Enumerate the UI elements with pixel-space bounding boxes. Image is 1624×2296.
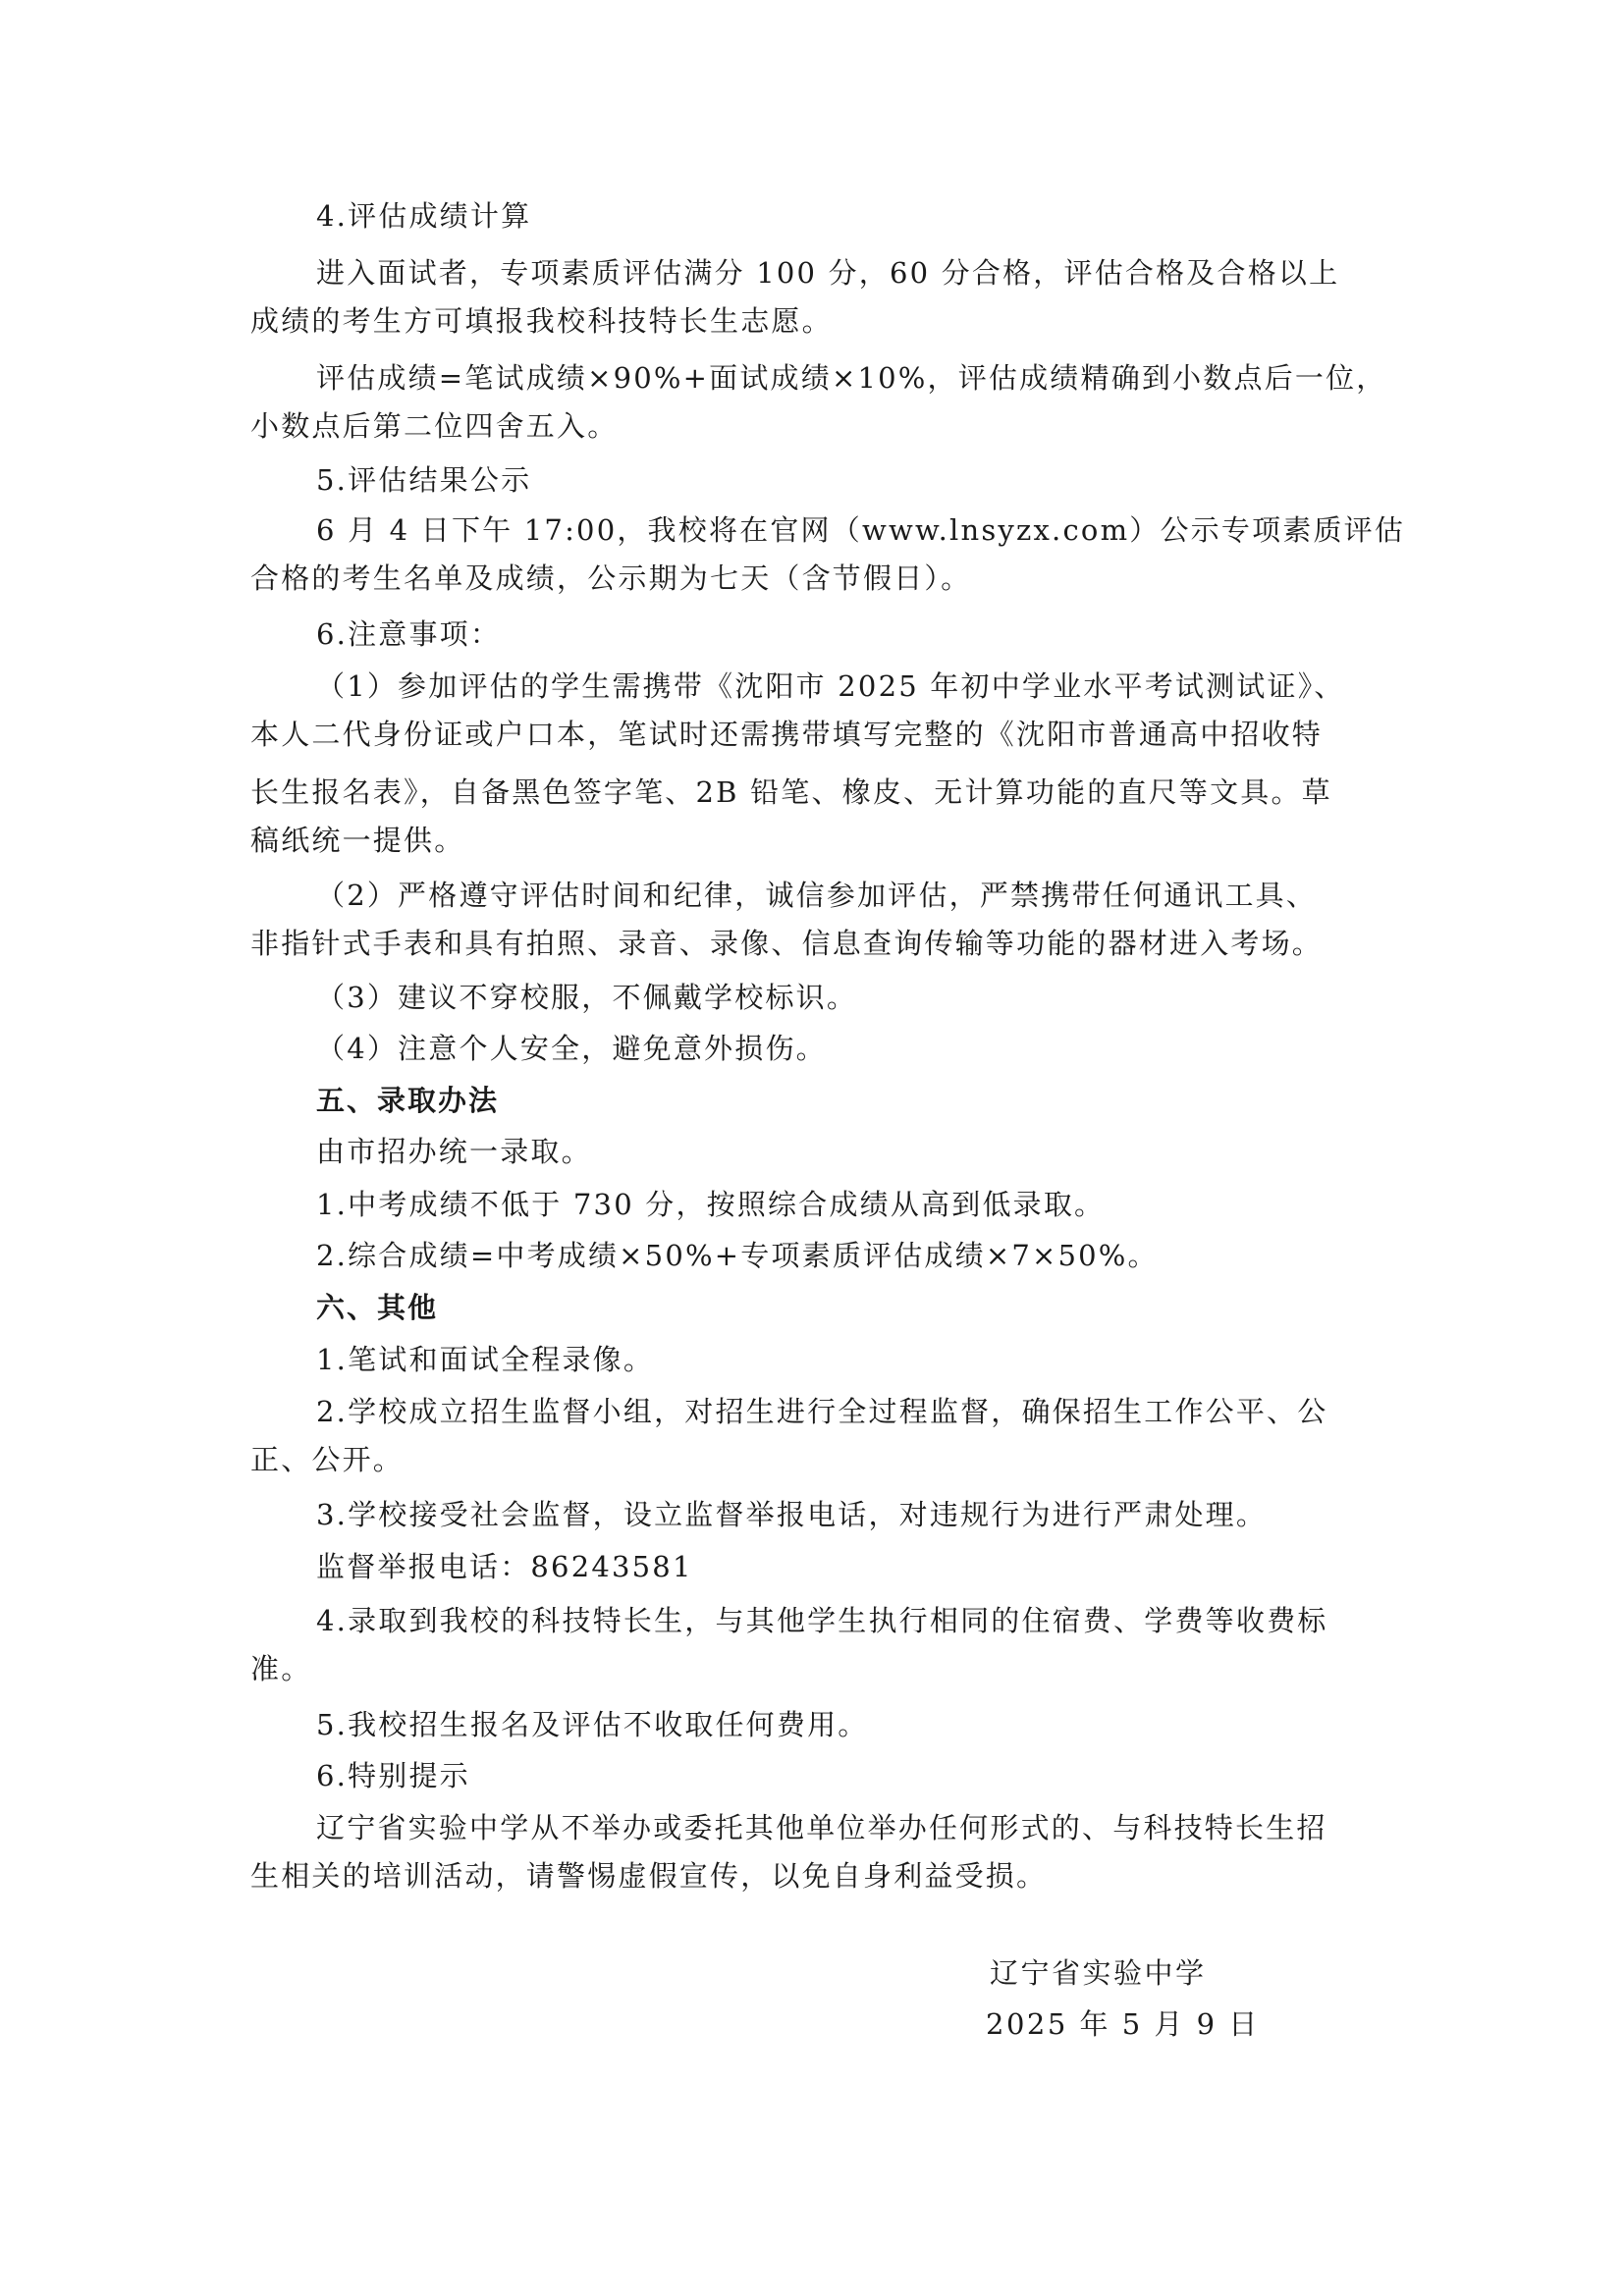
note3: （3）建议不穿校服，不佩戴学校标识。 — [316, 981, 858, 1014]
item5-line2: 合格的考生名单及成绩，公示期为七天（含节假日）。 — [250, 561, 972, 595]
hotline: 监督举报电话：86243581 — [316, 1550, 693, 1583]
item4-title: 4.评估成绩计算 — [316, 199, 532, 233]
section6-item6-line2: 生相关的培训活动，请警惕虚假宣传，以免自身利益受损。 — [250, 1859, 1048, 1893]
section6-heading: 六、其他 — [316, 1291, 439, 1324]
item5-title: 5.评估结果公示 — [316, 463, 532, 497]
item4-paragraph2-line1: 评估成绩=笔试成绩×90%+面试成绩×10%，评估成绩精确到小数点后一位， — [316, 361, 1387, 395]
section5-heading: 五、录取办法 — [316, 1084, 500, 1117]
section5-item1: 1.中考成绩不低于 730 分，按照综合成绩从高到低录取。 — [316, 1188, 1106, 1221]
note1-line4: 稿纸统一提供。 — [250, 824, 465, 857]
note2-line2: 非指针式手表和具有拍照、录音、录像、信息查询传输等功能的器材进入考场。 — [250, 927, 1324, 960]
signature-date: 2025 年 5 月 9 日 — [986, 2007, 1260, 2041]
item4-paragraph1-line1: 进入面试者，专项素质评估满分 100 分，60 分合格，评估合格及合格以上 — [316, 256, 1340, 290]
section6-item4-line2: 准。 — [250, 1652, 312, 1685]
item4-paragraph2-line2: 小数点后第二位四舍五入。 — [250, 409, 619, 443]
note4: （4）注意个人安全，避免意外损伤。 — [316, 1032, 827, 1065]
item6-title: 6.注意事项： — [316, 617, 502, 651]
signature-org: 辽宁省实验中学 — [990, 1956, 1207, 1990]
section6-item1: 1.笔试和面试全程录像。 — [316, 1343, 655, 1376]
section5-item2: 2.综合成绩=中考成绩×50%+专项素质评估成绩×7×50%。 — [316, 1239, 1159, 1272]
section6-item2-line2: 正、公开。 — [250, 1443, 405, 1476]
section6-item3: 3.学校接受社会监督，设立监督举报电话，对违规行为进行严肃处理。 — [316, 1498, 1268, 1531]
section6-item2-line1: 2.学校成立招生监督小组，对招生进行全过程监督，确保招生工作公平、公 — [316, 1395, 1328, 1428]
note1-line3: 长生报名表》，自备黑色签字笔、2B 铅笔、橡皮、无计算功能的直尺等文具。草 — [250, 775, 1332, 809]
item5-line1: 6 月 4 日下午 17:00，我校将在官网（www.lnsyzx.com）公示专项素质评估 — [316, 513, 1406, 547]
note1-line2: 本人二代身份证或户口本，笔试时还需携带填写完整的《沈阳市普通高中招收特 — [250, 718, 1324, 751]
item4-paragraph1-line2: 成绩的考生方可填报我校科技特长生志愿。 — [250, 304, 833, 338]
note2-line1: （2）严格遵守评估时间和纪律，诚信参加评估，严禁携带任何通讯工具、 — [316, 879, 1318, 912]
section6-item4-line1: 4.录取到我校的科技特长生，与其他学生执行相同的住宿费、学费等收费标 — [316, 1604, 1328, 1637]
section6-item6-title: 6.特别提示 — [316, 1759, 470, 1792]
section6-item6-line1: 辽宁省实验中学从不举办或委托其他单位举办任何形式的、与科技特长生招 — [316, 1811, 1327, 1844]
section5-intro: 由市招办统一录取。 — [316, 1135, 592, 1168]
note1-line1: （1）参加评估的学生需携带《沈阳市 2025 年初中学业水平考试测试证》、 — [316, 669, 1345, 703]
section6-item5: 5.我校招生报名及评估不收取任何费用。 — [316, 1708, 869, 1741]
